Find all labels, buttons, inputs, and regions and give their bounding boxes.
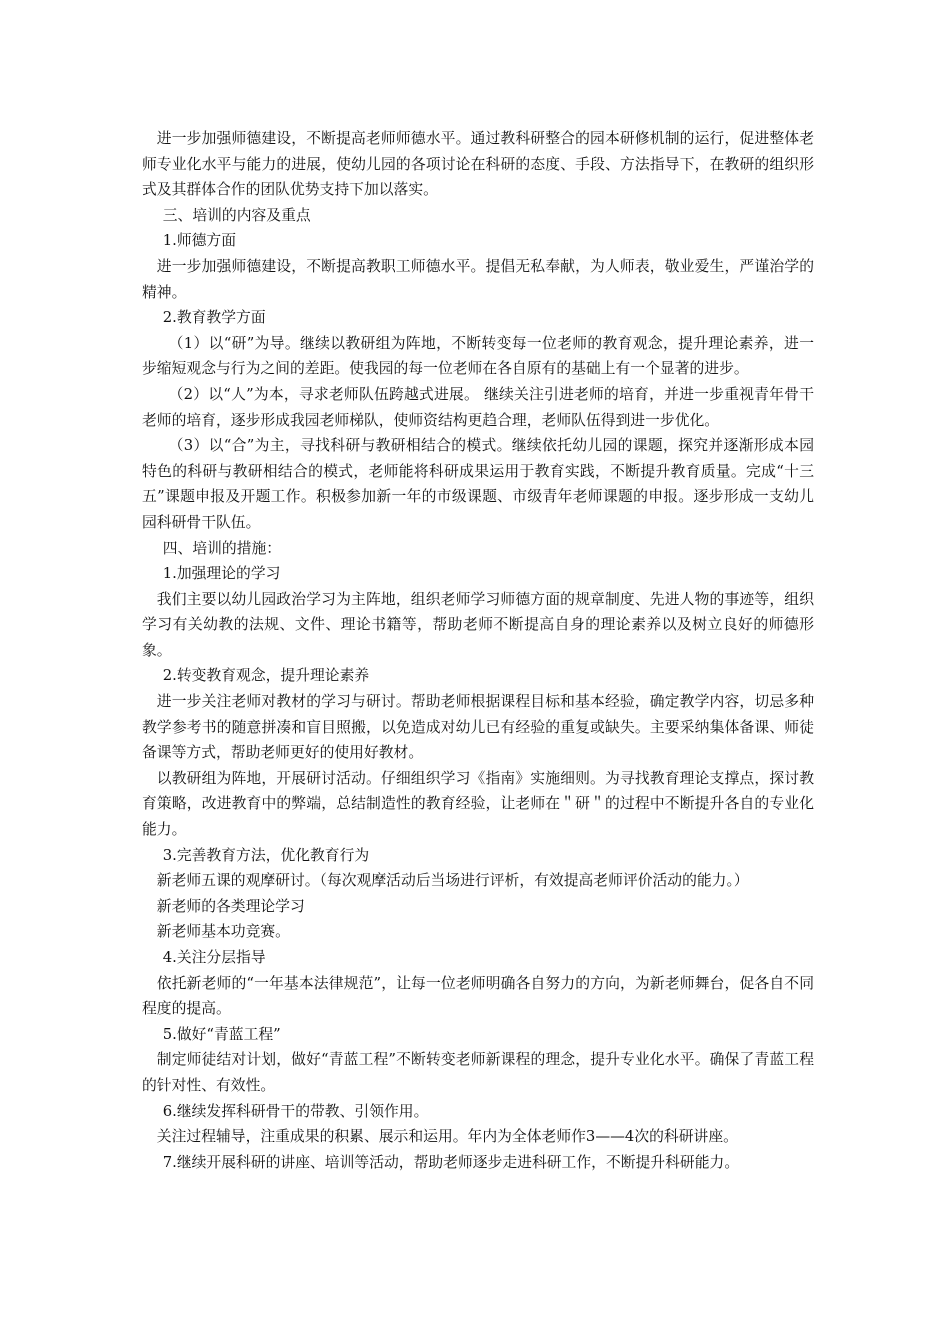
paragraph-research: 以教研组为阵地，开展研讨活动。仔细组织学习《指南》实施细则。为寻找教育理论支撑点，探讨教育策略，改进教育中的弊端，总结制造性的教育经验，让老师在＂研＂的过程中不断提升各自的专业化能力。 [142,769,814,839]
paragraph-theory-study: 新老师的各类理论学习 [156,897,305,915]
paragraph-mentoring: 制定师徒结对计划，做好“青蓝工程”不断转变老师新课程的理念，提升专业化水平。确保了青蓝工程的针对性、有效性。 [142,1051,814,1094]
subheading-measure-5: 5.做好“青蓝工程” [162,1025,281,1043]
paragraph-item-3: （3）以“合”为主，寻找科研与教研相结合的模式。继续依托幼儿园的课题，探究并逐渐形成本园特色的科研与教研相结合的模式，老师能将科研成果运用于教育实践，不断提升教育质量。完成“十三五”课题申报及开题工作。积极参加新一年的市级课题、市级青年老师课题的申报。逐步形成一支幼儿园科研骨干队伍。 [142,437,814,531]
subheading-1: 1.师德方面 [162,232,237,250]
subheading-measure-1: 1.加强理论的学习 [162,565,281,583]
paragraph-lectures: 关注过程辅导，注重成果的积累、展示和运用。年内为全体老师作3——4次的科研讲座。 [156,1128,738,1146]
subheading-measure-4: 4.关注分层指导 [162,949,266,966]
subheading-measure-2: 2.转变教育观念，提升理论素养 [162,667,370,685]
paragraph-observation: 新老师五课的观摩研讨。（每次观摩活动后当场进行评析，有效提高老师评价活动的能力。） [156,872,749,890]
paragraph-theory: 我们主要以幼儿园政治学习为主阵地，组织老师学习师德方面的规章制度、先进人物的事迹等，组织学习有关幼教的法规、文件、理论书籍等，帮助老师不断提高自身的理论素养以及树立良好的师德形象。 [142,590,814,659]
paragraph-skills-contest: 新老师基本功竞赛。 [156,923,290,941]
paragraph-item-1: （1）以“研”为导。继续以教研组为阵地，不断转变每一位老师的教育观念，提升理论素养，进一步缩短观念与行为之间的差距。使我园的每一位老师在各自原有的基础上有一个显著的进步。 [142,334,814,378]
paragraph-textbook: 进一步关注老师对教材的学习与研讨。帮助老师根据课程目标和基本经验，确定教学内容，切忌多种教学参考书的随意拼凑和盲目照搬，以免造成对幼儿已有经验的重复或缺失。主要采纳集体备课、师徒备课等方式，帮助老师更好的使用好教材。 [142,693,814,762]
subheading-measure-7: 7.继续开展科研的讲座、培训等活动，帮助老师逐步走进科研工作，不断提升科研能力。 [162,1153,740,1171]
paragraph-item-2: （2）以“人”为本，寻求老师队伍跨越式进展。 继续关注引进老师的培育，并进一步重视青年骨干老师的培育，逐步形成我园老师梯队，使师资结构更趋合理，老师队伍得到进一步优化。 [142,385,814,429]
subheading-2: 2.教育教学方面 [162,309,266,327]
paragraph-ethics: 进一步加强师德建设，不断提高教职工师德水平。提倡无私奉献，为人师表，敬业爱生，严谨治学的精神。 [142,257,814,301]
document-body [142,126,814,1175]
paragraph-layered-guidance: 依托新老师的“一年基本法律规范”，让每一位老师明确各自努力的方向，为新老师舞台，促各自不同程度的提高。 [142,974,814,1018]
subheading-measure-3: 3.完善教育方法，优化教育行为 [162,846,370,864]
subheading-measure-6: 6.继续发挥科研骨干的带教、引领作用。 [162,1102,429,1120]
paragraph-1: 进一步加强师德建设，不断提高老师师德水平。通过教科研整合的园本研修机制的运行，促进整体老师专业化水平与能力的进展，使幼儿园的各项讨论在科研的态度、手段、方法指导下，在教研的组织形式及其群体合作的团队优势支持下加以落实。 [142,130,814,199]
section-heading-4: 四、培训的措施： [162,539,282,557]
section-heading-3: 三、培训的内容及重点 [162,206,311,224]
